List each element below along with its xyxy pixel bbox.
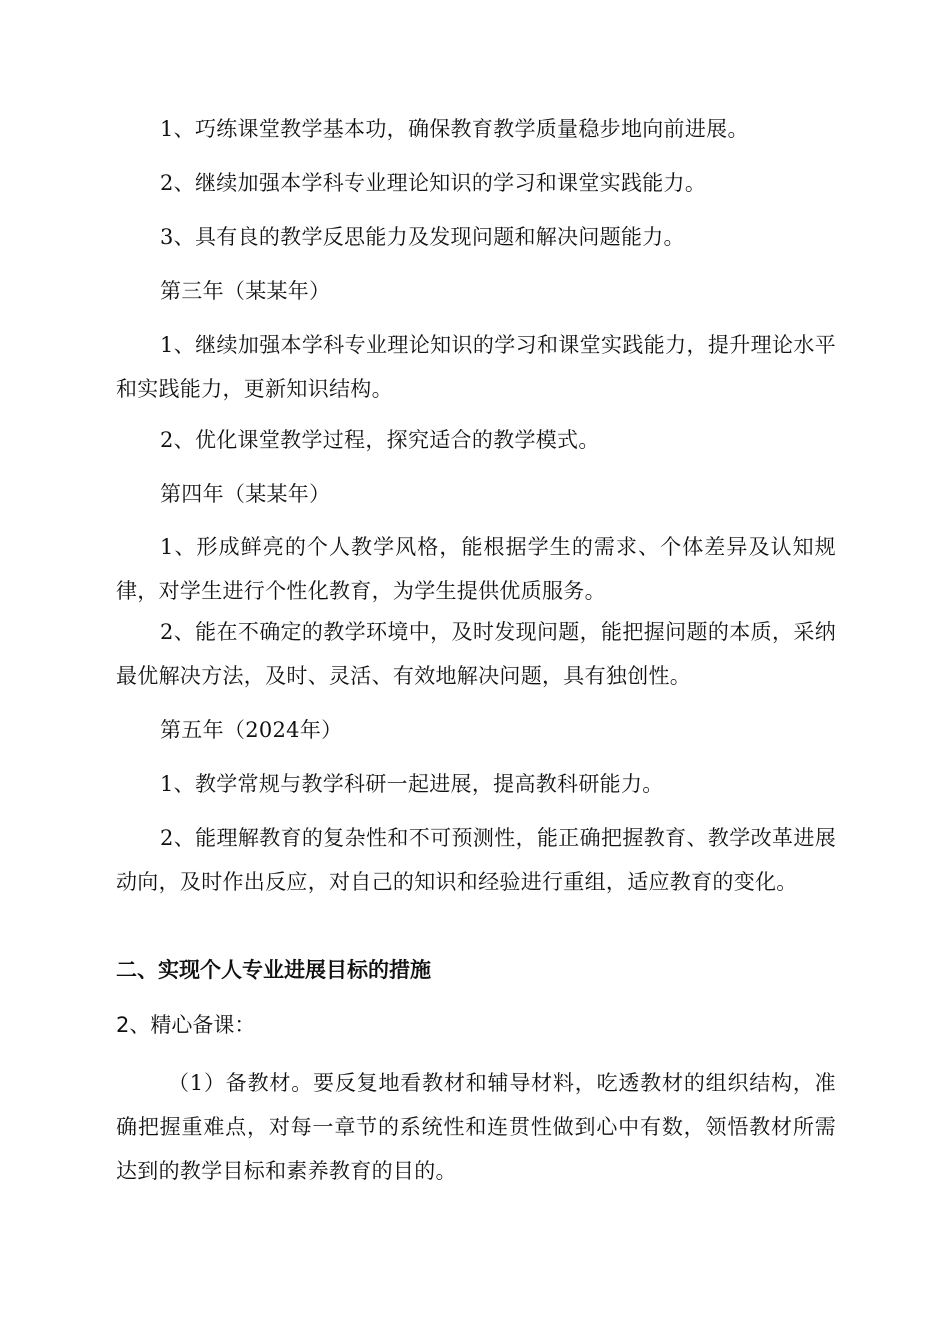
paragraph-year3-item2: 2、优化课堂教学过程，探究适合的教学模式。: [160, 428, 600, 452]
section-heading: 二、实现个人专业进展目标的措施: [116, 958, 431, 982]
paragraph-year2-item1: 1、巧练课堂教学基本功，确保教育教学质量稳步地向前进展。: [160, 117, 749, 141]
paragraph-year3-item1: 1、继续加强本学科专业理论知识的学习和课堂实践能力，提升理论水平和实践能力，更新知识结构。: [116, 333, 836, 401]
paragraph-year2-item2: 2、继续加强本学科专业理论知识的学习和课堂实践能力。: [160, 171, 707, 195]
paragraph-year5-item1: 1、教学常规与教学科研一起进展，提高教科研能力。: [160, 772, 664, 796]
year3-heading: 第三年（某某年）: [160, 279, 331, 303]
paragraph-year4-item1: 1、形成鲜亮的个人教学风格，能根据学生的需求、个体差异及认知规律，对学生进行个性化教育，为学生提供优质服务。: [116, 535, 836, 603]
sub-heading: 2、精心备课：: [116, 1013, 256, 1037]
paragraph-year4-item2: 2、能在不确定的教学环境中，及时发现问题，能把握问题的本质，采纳最优解决方法，及时、灵活、有效地解决问题，具有独创性。: [116, 620, 836, 688]
year4-heading: 第四年（某某年）: [160, 482, 331, 506]
detail-paragraph: （1）备教材。要反复地看教材和辅导材料，吃透教材的组织结构，准确把握重难点，对每一章节的系统性和连贯性做到心中有数，领悟教材所需达到的教学目标和素养教育的目的。: [116, 1071, 836, 1183]
paragraph-year5-item2: 2、能理解教育的复杂性和不可预测性，能正确把握教育、教学改革进展动向，及时作出反应，对自己的知识和经验进行重组，适应教育的变化。: [116, 826, 836, 894]
paragraph-year2-item3: 3、具有良的教学反思能力及发现问题和解决问题能力。: [160, 225, 685, 249]
year5-heading: 第五年（2024年）: [160, 718, 343, 742]
